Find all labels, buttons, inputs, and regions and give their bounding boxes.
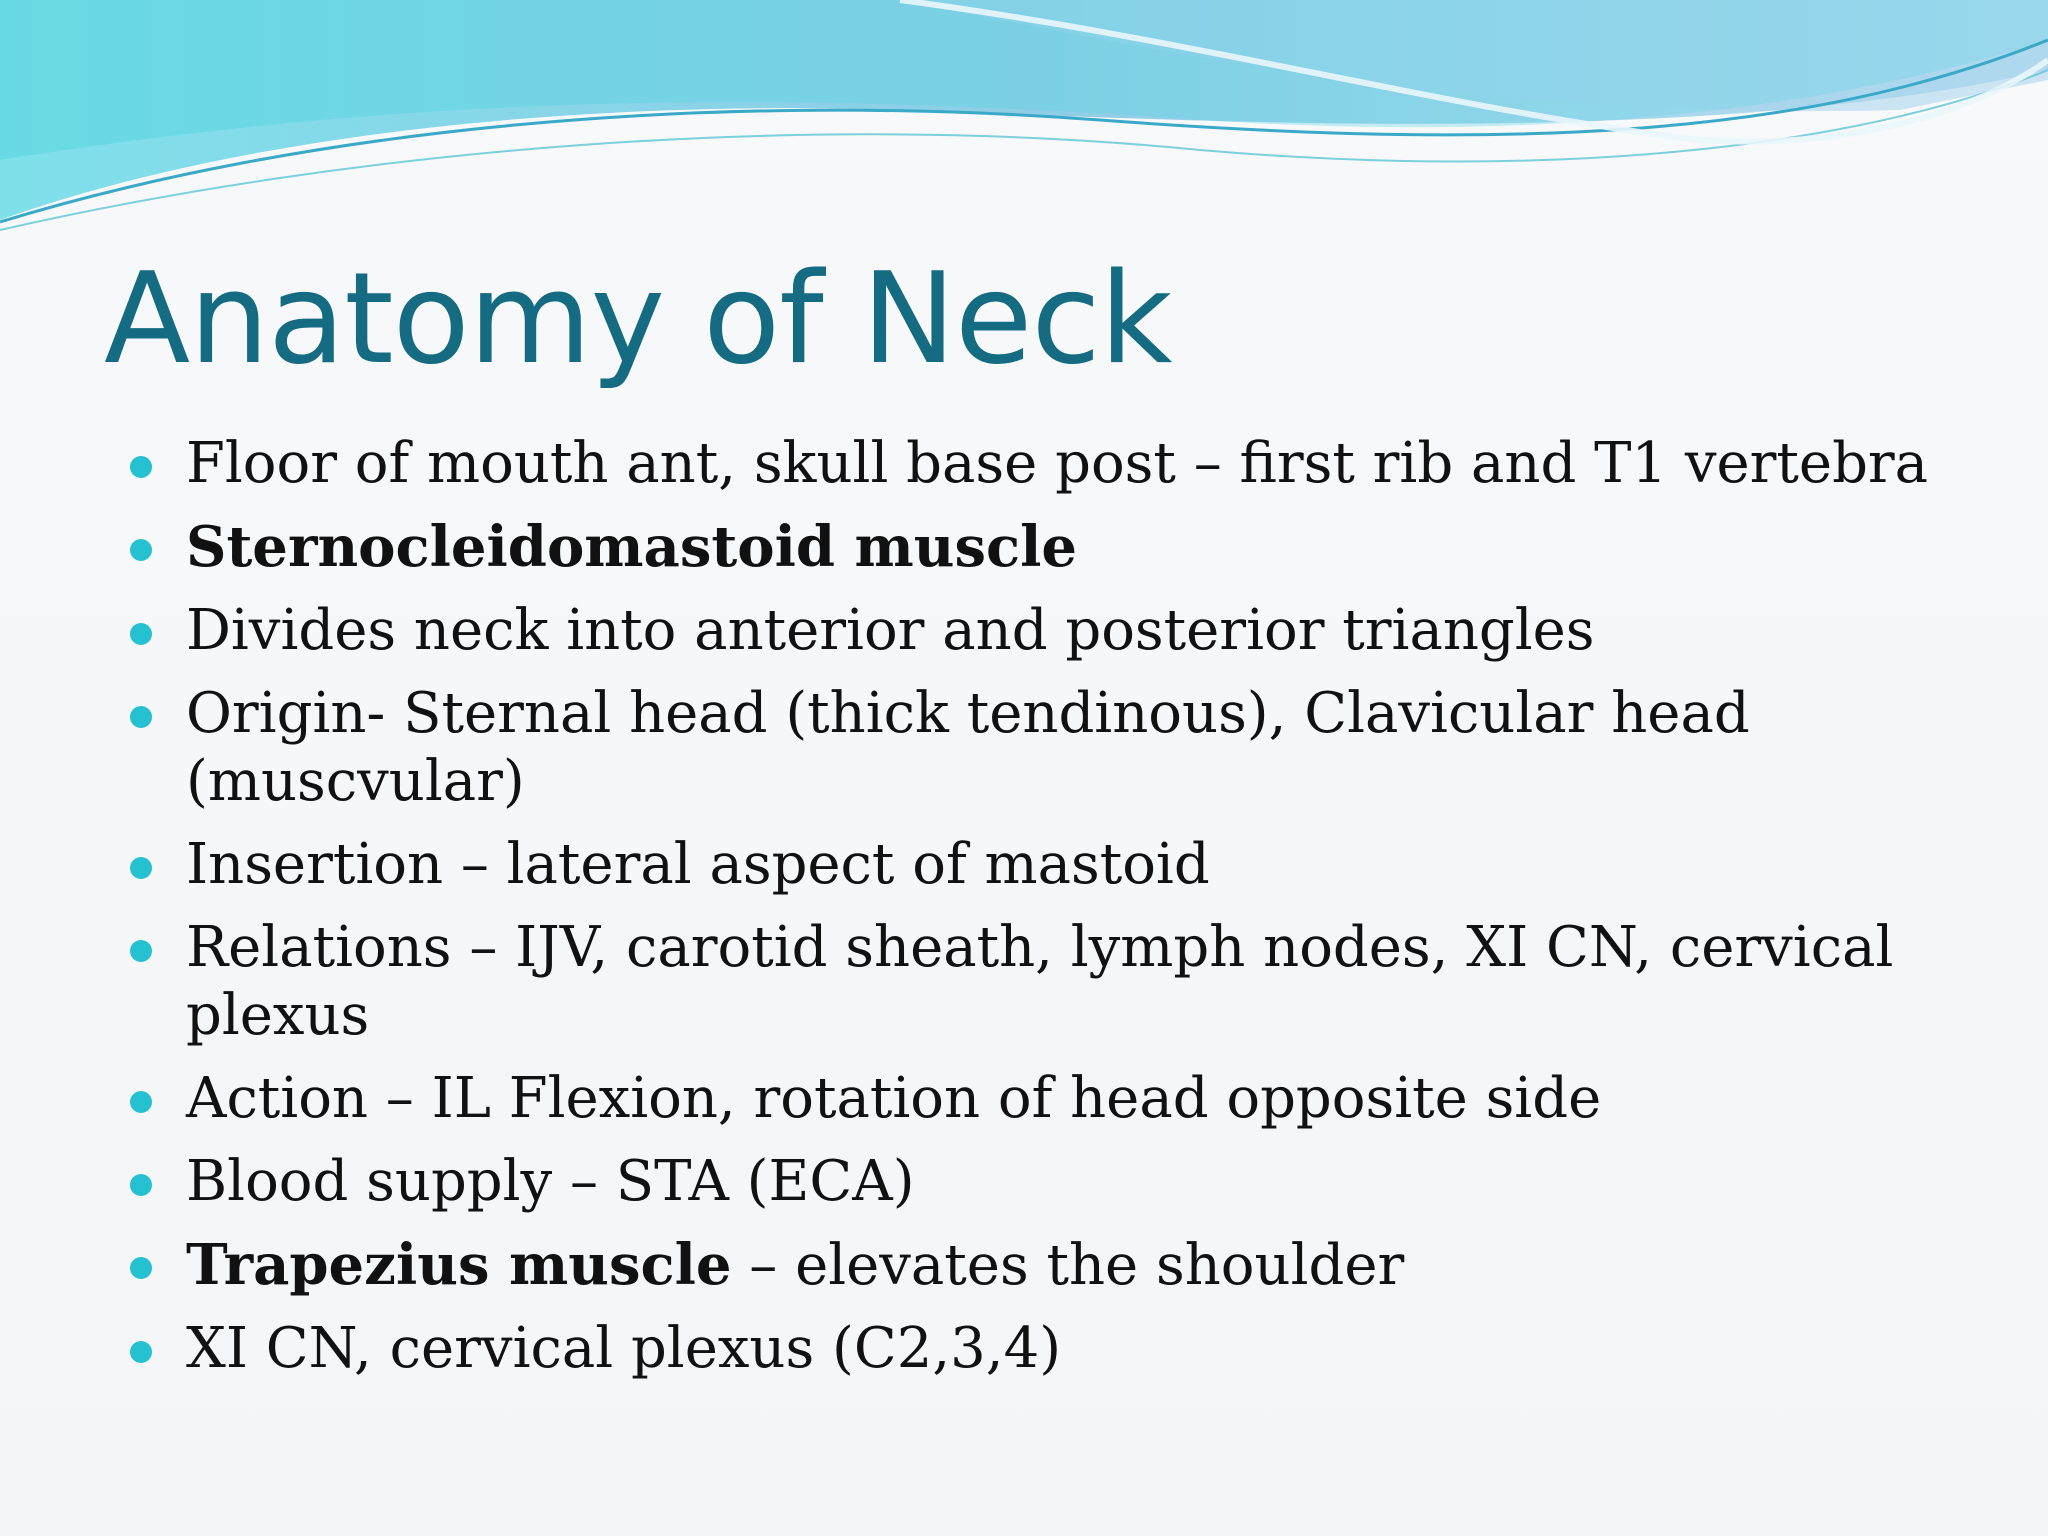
bullet-text: XI CN, cervical plexus (C2,3,4) <box>186 1316 1062 1381</box>
bullet-text: Action – IL Flexion, rotation of head opposite side <box>186 1066 1602 1131</box>
bullet-text: Divides neck into anterior and posterior triangles <box>186 598 1595 663</box>
bullet-bold-text: Trapezius muscle <box>186 1232 732 1298</box>
bullet-text: Blood supply – STA (ECA) <box>186 1149 915 1214</box>
bullet-text: Insertion – lateral aspect of mastoid <box>186 832 1210 897</box>
bullet-item <box>130 513 1950 582</box>
bullet-bold-text: Sternocleidomastoid muscle <box>186 514 1077 580</box>
slide-title: Anatomy of Neck <box>104 245 1172 392</box>
bullet-item <box>130 831 1950 899</box>
bullet-text: – elevates the shoulder <box>731 1233 1405 1298</box>
bullet-item <box>130 1231 1950 1300</box>
bullet-item <box>130 430 1950 498</box>
bullet-item <box>130 914 1950 1050</box>
bullet-dot-icon <box>130 857 152 879</box>
bullet-item <box>130 1065 1950 1133</box>
bullet-item <box>130 1148 1950 1216</box>
bullet-text: Relations – IJV, carotid sheath, lymph nodes, XI CN, cervical plexus <box>186 915 1894 1048</box>
bullet-list <box>130 430 1950 1398</box>
decorative-wave-banner <box>0 0 2048 240</box>
bullet-dot-icon <box>130 539 152 561</box>
bullet-dot-icon <box>130 940 152 962</box>
bullet-item <box>130 1315 1950 1383</box>
bullet-text: Floor of mouth ant, skull base post – first rib and T1 vertebra <box>186 431 1929 496</box>
bullet-dot-icon <box>130 706 152 728</box>
bullet-dot-icon <box>130 1257 152 1279</box>
bullet-dot-icon <box>130 623 152 645</box>
bullet-dot-icon <box>130 1341 152 1363</box>
bullet-dot-icon <box>130 456 152 478</box>
bullet-item <box>130 680 1950 816</box>
bullet-dot-icon <box>130 1091 152 1113</box>
bullet-text: Origin- Sternal head (thick tendinous), Clavicular head (muscvular) <box>186 681 1750 814</box>
bullet-item <box>130 597 1950 665</box>
bullet-dot-icon <box>130 1174 152 1196</box>
